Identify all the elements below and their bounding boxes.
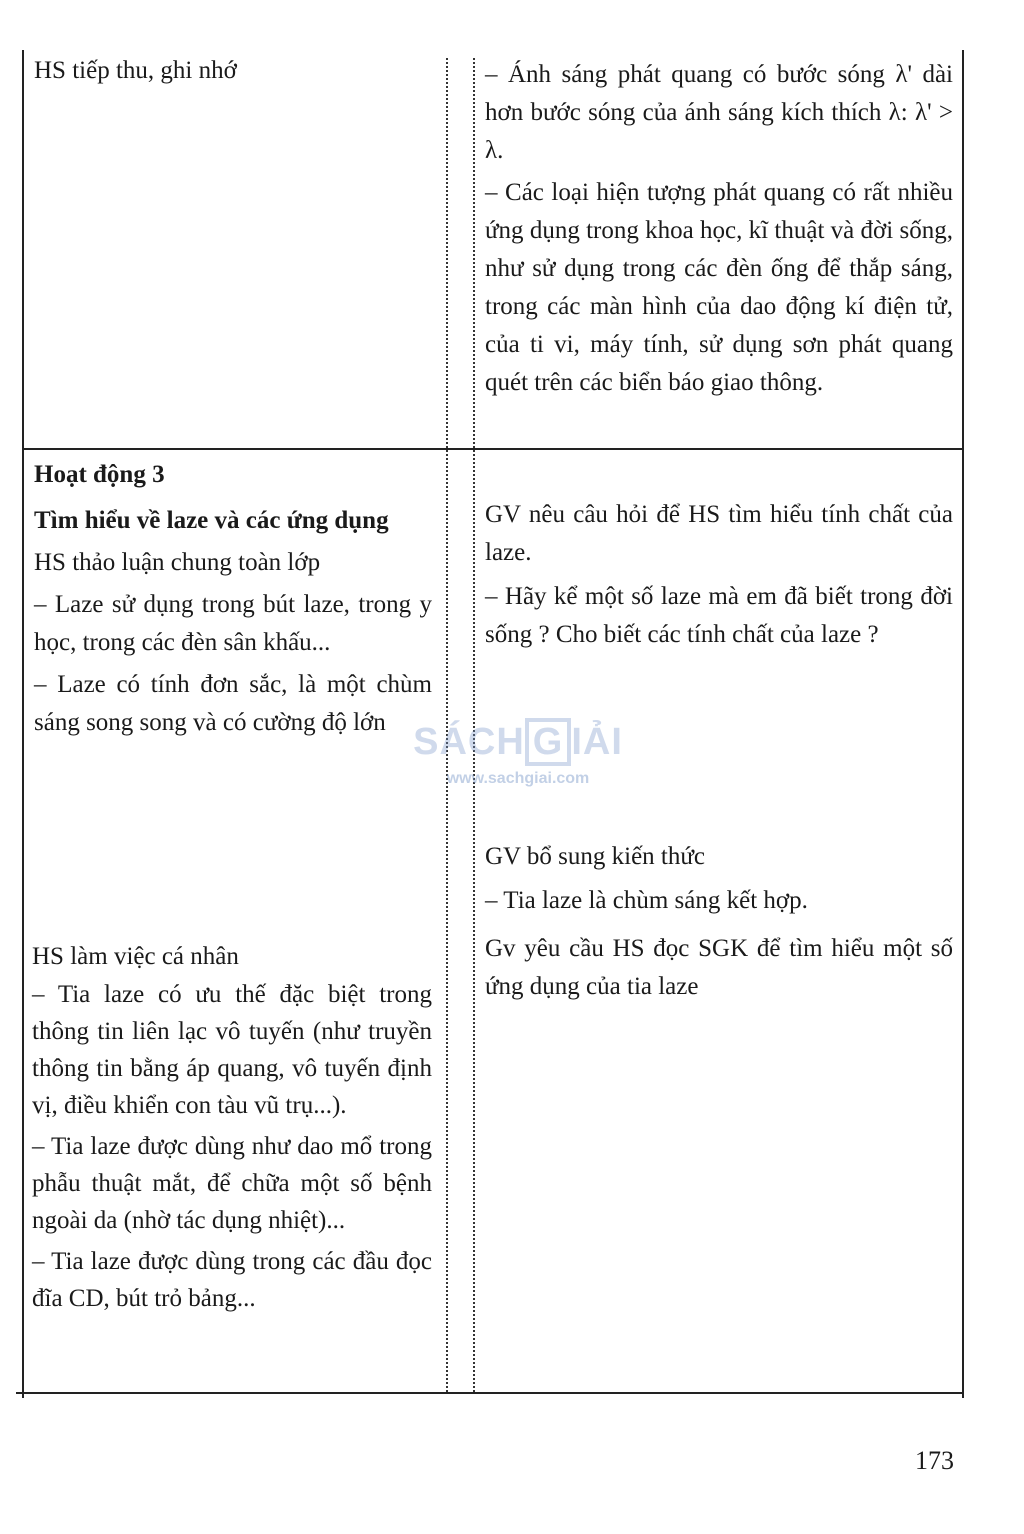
activity-title: Tìm hiểu về laze và các ứng dụng xyxy=(34,507,389,534)
watermark-brand-pre: SÁCH xyxy=(413,721,525,763)
watermark-brand-post: IẢI xyxy=(571,721,623,763)
right-g2-line-1: GV bổ sung kiến thức xyxy=(485,843,706,870)
left-g2-line-2: – Tia laze có ưu thế đặc biệt trong thông tin liên lạc vô tuyến (như truyền thông tin bằng áp quang, vô tuyến định vị, điều khiển con tàu vũ trụ...). xyxy=(32,981,432,1119)
watermark-brand xyxy=(408,718,628,766)
column-divider-dotted-right xyxy=(473,58,475,1392)
left-g2-line-4: – Tia laze được dùng trong các đầu đọc đĩa CD, bút trỏ bảng... xyxy=(32,1248,432,1312)
row1-right-cell xyxy=(485,56,953,402)
row1-left-text: HS tiếp thu, ghi nhớ xyxy=(34,57,237,84)
right-g1-line-1: GV nêu câu hỏi để HS tìm hiểu tính chất của laze. xyxy=(485,501,953,566)
activity-heading: Hoạt động 3 xyxy=(34,461,165,488)
row2-left-cell xyxy=(34,456,432,742)
left-g1-line-1: HS thảo luận chung toàn lớp xyxy=(34,549,321,576)
row-divider xyxy=(22,448,964,450)
right-g2-line-3: Gv yêu cầu HS đọc SGK để tìm hiểu một số ứng dụng của tia laze xyxy=(485,935,953,1000)
left-g1-line-2: – Laze sử dụng trong bút laze, trong y học, trong các đèn sân khấu... xyxy=(34,591,432,656)
row2-right-cell xyxy=(485,496,953,654)
left-g2-line-3: – Tia laze được dùng như dao mổ trong phẫu thuật mắt, để chữa một số bệnh ngoài da (nhờ tác dụng nhiệt)... xyxy=(32,1133,432,1234)
table-right-border xyxy=(962,50,964,1398)
page-number: 173 xyxy=(915,1446,954,1475)
row1-left-cell xyxy=(34,52,434,90)
row1-right-para-2: – Các loại hiện tượng phát quang có rất nhiều ứng dụng trong khoa học, kĩ thuật và đời sống, như sử dụng trong các đèn ống để thắp sáng, trong các màn hình của dao động kí điện tử, của ti vi, máy tính, sử dụng sơn phát quang quét trên các biển báo giao thông. xyxy=(485,179,953,396)
table-bottom-border xyxy=(16,1392,964,1394)
table-left-border xyxy=(22,50,24,1398)
left-g2-line-1: HS làm việc cá nhân xyxy=(32,943,239,970)
row2-right-cell-group2 xyxy=(485,838,953,1006)
left-g1-line-3: – Laze có tính đơn sắc, là một chùm sáng song song và có cường độ lớn xyxy=(34,671,432,736)
watermark-brand-g: G xyxy=(525,718,572,766)
right-g1-line-2: – Hãy kể một số laze mà em đã biết trong đời sống ? Cho biết các tính chất của laze ? xyxy=(485,583,953,648)
row2-left-cell-group2 xyxy=(32,938,432,1317)
right-g2-line-2: – Tia laze là chùm sáng kết hợp. xyxy=(485,887,808,914)
row1-right-para-1: – Ánh sáng phát quang có bước sóng λ' dài hơn bước sóng của ánh sáng kích thích λ: λ' > λ. xyxy=(485,61,953,164)
watermark-url: www.sachgiai.com xyxy=(446,770,590,787)
watermark-logo xyxy=(408,718,628,818)
column-divider-dotted-left xyxy=(446,58,448,1392)
